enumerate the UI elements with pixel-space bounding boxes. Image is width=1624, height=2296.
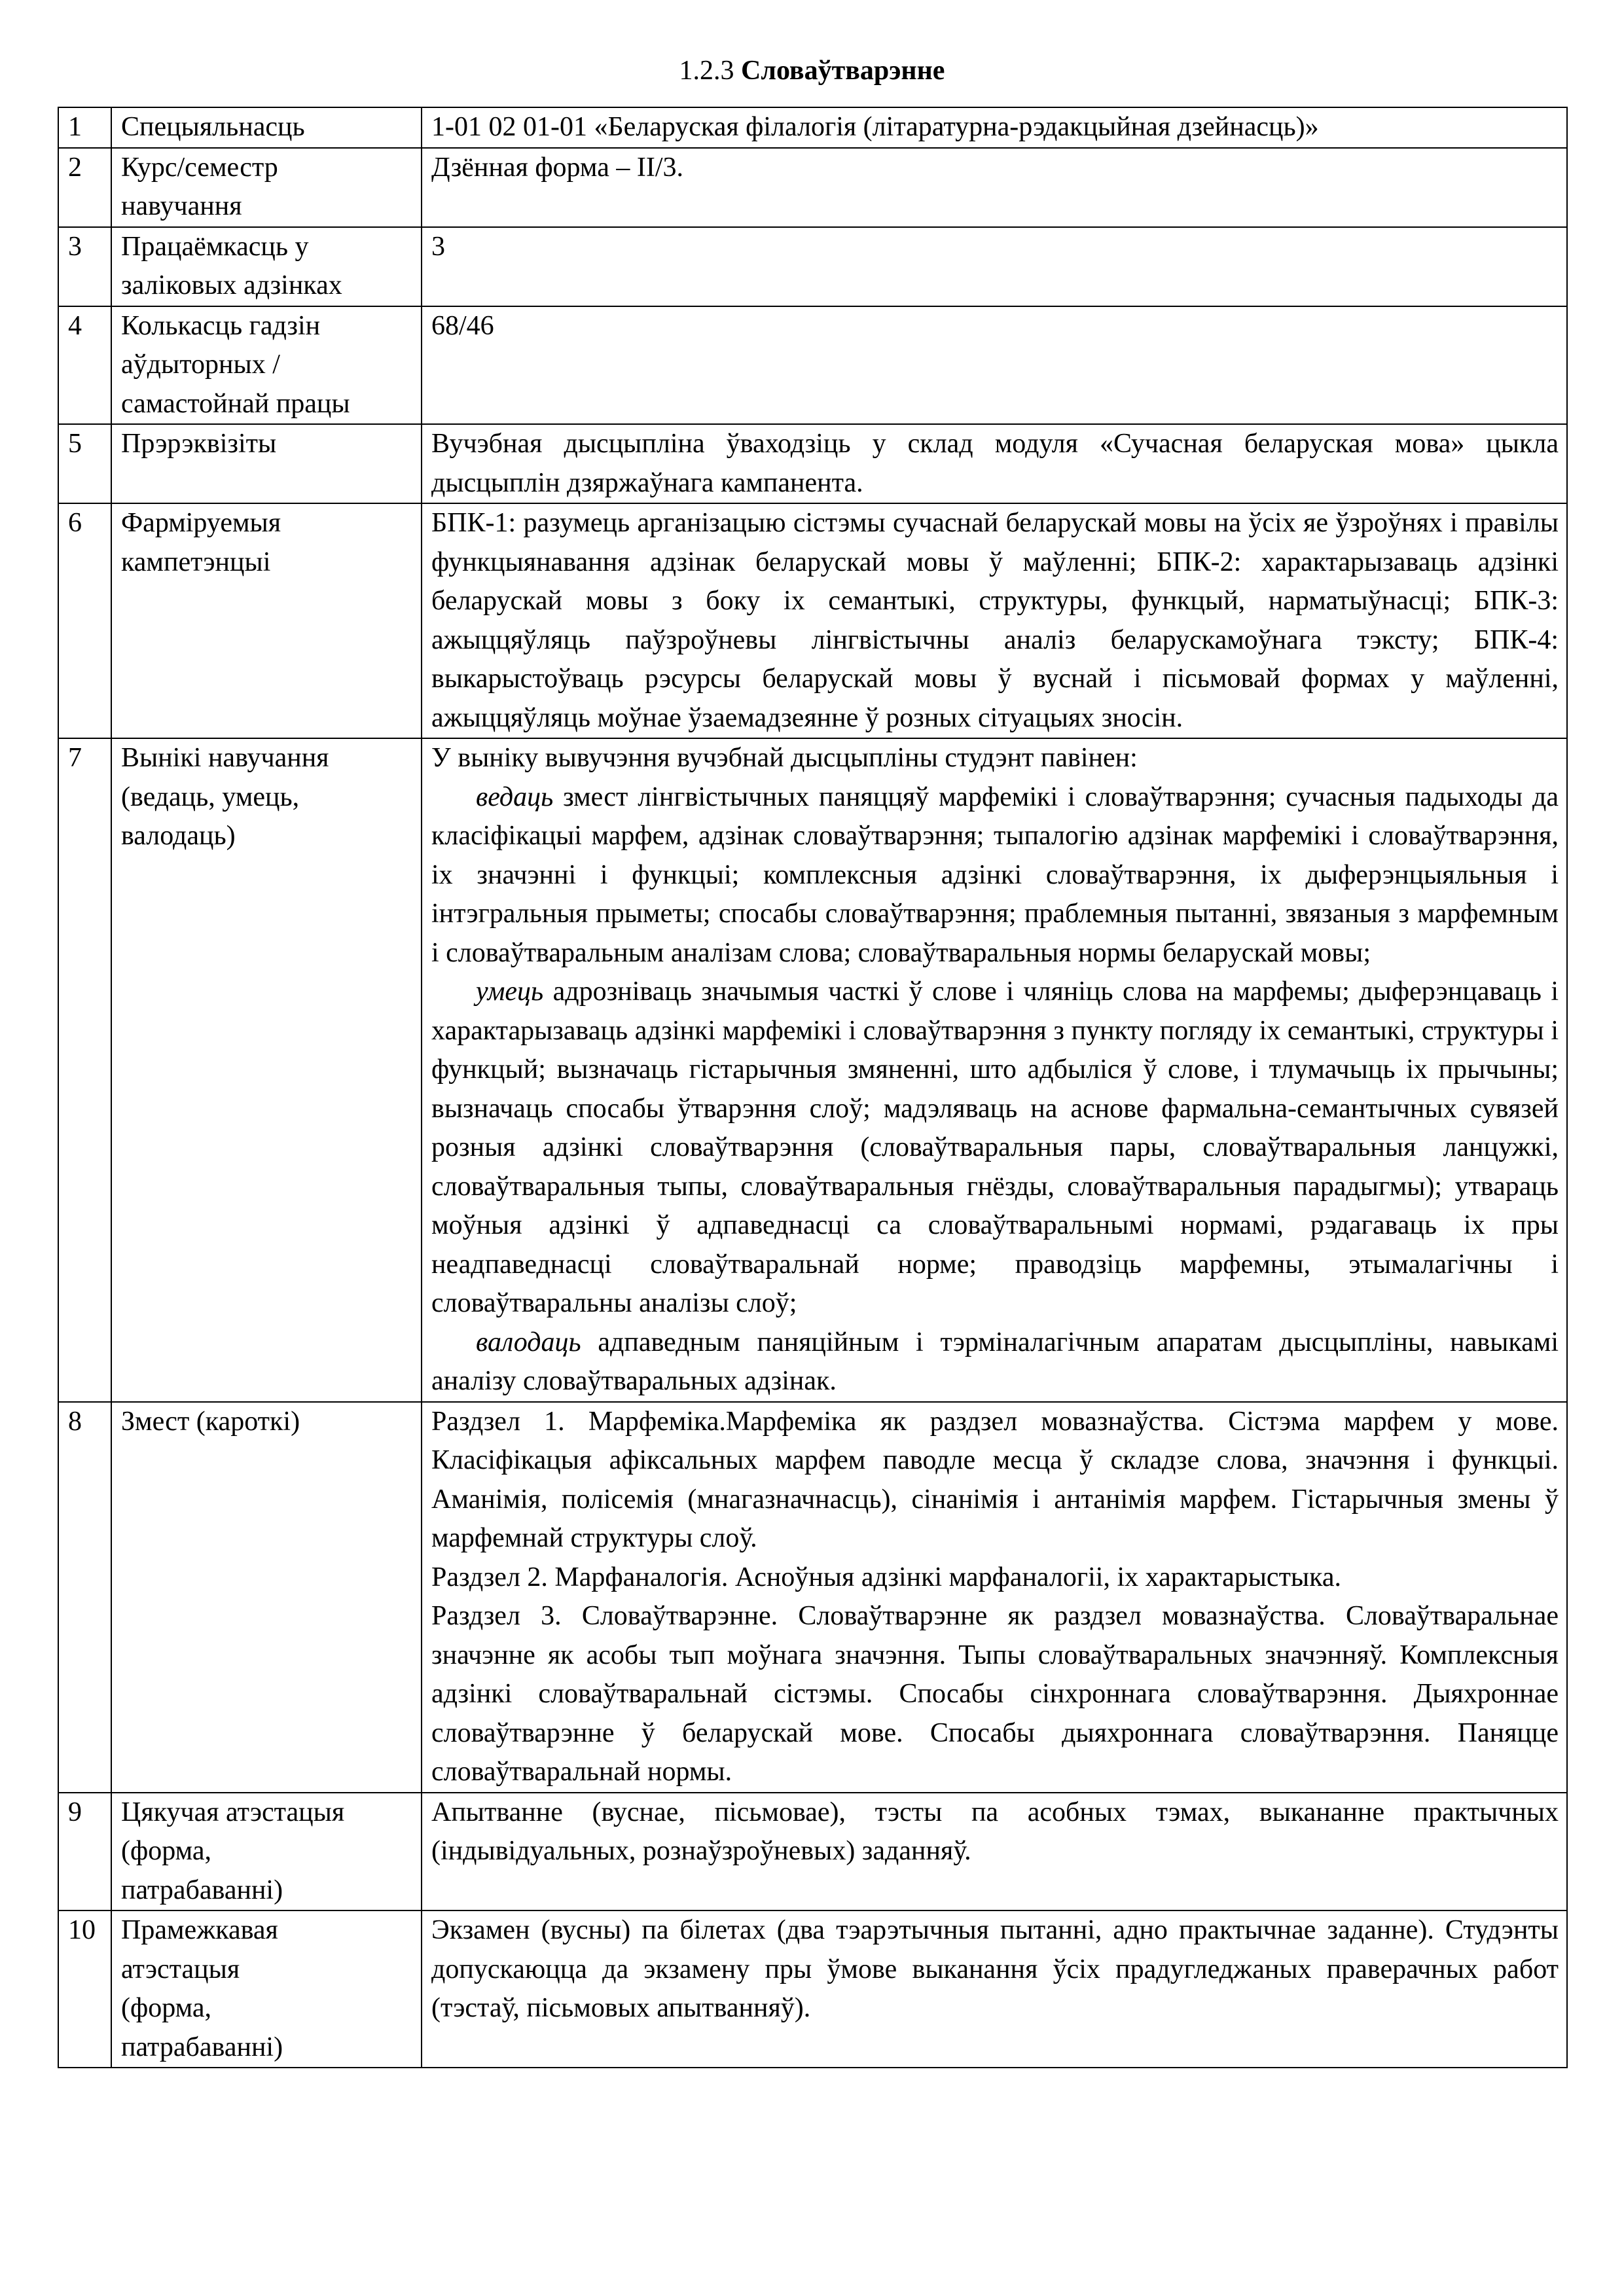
row-label: Цякучая атэстацыя (форма, патрабаванні) (111, 1793, 422, 1911)
row-label: Колькасць гадзін аўдыторных / самастойнай працы (111, 306, 422, 425)
row-label: Вынікі навучання (ведаць, умець, валодаць) (111, 738, 422, 1402)
content-section-3: Раздзел 3. Словаўтварэнне. Словаўтварэнне як раздзел мовазнаўства. Словаўтваральнае значэнне як асобы тып моўнага значэння. Тыпы словаўтваральных значэнняў. Комплексныя адзінкі словаўтваральнай сістэмы. Спосабы сінхроннага словаўтварэння. Дыяхроннае словаўтварэнне ў беларускай мове. Спосабы дыяхроннага словаўтварэння. Паняцце словаўтваральнай нормы. (431, 1601, 1559, 1787)
section-number: 1.2.3 (679, 56, 734, 86)
row-value: 3 (422, 227, 1567, 306)
row-label: Спецыяльнасць (111, 107, 422, 148)
table-row (58, 107, 1567, 148)
outcomes-intro: У выніку вывучэння вучэбнай дысцыпліны студэнт павінен: (431, 743, 1138, 773)
row-number: 6 (58, 503, 111, 738)
row-value: 68/46 (422, 306, 1567, 425)
row-value: БПК-1: разумець арганізацыю сістэмы сучаснай беларускай мовы на ўсіх яе ўзроўнях і правілы функцыянавання адзінак беларускай мовы ў маўленні; БПК-2: характарызаваць адзінкі беларускай мовы з боку іх семантыкі, структуры, функцый, нарматыўнасці; БПК-3: ажыццяўляць паўзроўневы лінгвістычны аналіз беларускамоўнага тэксту; БПК-4: выкарыстоўваць рэсурсы беларускай мовы ў вуснай і пісьмовай формах у маўленні, ажыццяўляць моўнае ўзаемадзеянне ў розных сітуацыях зносін. (422, 503, 1567, 738)
row-label: Працаёмкасць у заліковых адзінках (111, 227, 422, 306)
row-number: 2 (58, 148, 111, 227)
row-number: 1 (58, 107, 111, 148)
row-number: 8 (58, 1402, 111, 1793)
row-value: Экзамен (вусны) па білетах (два тэарэтычныя пытанні, адно практычнае заданне). Студэнты допускаюцца да экзамену пры ўмове выканання ўсіх прадугледжаных праверачных работ (тэстаў, пісьмовых апытванняў). (422, 1910, 1567, 2068)
table-row (58, 503, 1567, 738)
row-label: Курс/семестр навучання (111, 148, 422, 227)
table-row (58, 1402, 1567, 1793)
row-value: Дзённая форма – II/3. (422, 148, 1567, 227)
row-number: 9 (58, 1793, 111, 1911)
row-value (422, 738, 1567, 1402)
row-value: Апытванне (вуснае, пісьмовае), тэсты па асобных тэмах, выкананне практычных (індывідуальных, рознаўзроўневых) заданняў. (422, 1793, 1567, 1911)
table-row (58, 1793, 1567, 1911)
table-row (58, 424, 1567, 503)
row-label: Змест (кароткі) (111, 1402, 422, 1793)
table-row (58, 738, 1567, 1402)
outcome-own: валодаць адпаведным паняційным і тэрміналагічным апаратам дысцыпліны, навыкамі аналізу словаўтваральных адзінак. (431, 1327, 1559, 1396)
table-row (58, 306, 1567, 425)
table-row (58, 227, 1567, 306)
row-number: 3 (58, 227, 111, 306)
row-label: Прэрэквізіты (111, 424, 422, 503)
table-row (58, 148, 1567, 227)
outcome-can: умець адрозніваць значымыя часткі ў слове і чляніць слова на марфемы; дыферэнцаваць і характарызаваць адзінкі марфемікі і словаўтварэння з пункту погляду іх семантыкі, структуры і функцый; вызначаць гістарычныя змяненні, што адбыліся ў слове, і тлумачыць іх прычыны; вызначаць спосабы ўтварэння слоў; мадэляваць на аснове фармальна-семантычных сувязей розныя адзінкі словаўтварэння (словаўтваральныя пары, словаўтваральныя ланцужкі, словаўтваральныя тыпы, словаўтваральныя гнёзды, словаўтваральныя парадыгмы); утвараць моўныя адзінкі ў адпаведнасці са словаўтваральнымі нормамі, рэдагаваць іх пры неадпаведнасці словаўтваральнай норме; праводзіць марфемны, этымалагічны і словаўтваральны аналізы слоў; (431, 977, 1559, 1318)
section-title: Словаўтварэнне (741, 56, 945, 86)
section-heading (0, 51, 1624, 90)
row-value: Вучэбная дысцыпліна ўваходзіць у склад модуля «Сучасная беларуская мова» цыкла дысцыплін дзяржаўнага кампанента. (422, 424, 1567, 503)
row-value (422, 1402, 1567, 1793)
row-label: Фарміруемыя кампетэнцыі (111, 503, 422, 738)
row-number: 4 (58, 306, 111, 425)
outcome-know: ведаць змест лінгвістычных паняццяў марфемікі і словаўтварэння; сучасныя падыходы да класіфікацыі марфем, адзінак словаўтварэння; тыпалогію адзінак марфемікі і словаўтварэння, іх значэнні і функцыі; комплексныя адзінкі словаўтварэння, іх дыферэнцыяльныя і інтэгральныя прыметы; спосабы словаўтварэння; праблемныя пытанні, звязаныя з марфемным і словаўтваральным аналізам слова; словаўтваральныя нормы беларускай мовы; (431, 781, 1559, 968)
row-number: 5 (58, 424, 111, 503)
row-number: 10 (58, 1910, 111, 2068)
table-row (58, 1910, 1567, 2068)
row-label: Прамежкавая атэстацыя (форма, патрабаванні) (111, 1910, 422, 2068)
content-section-2: Раздзел 2. Марфаналогія. Асноўныя адзінкі марфаналогіі, іх характарыстыка. (431, 1562, 1342, 1592)
row-value: 1-01 02 01-01 «Беларуская філалогія (літаратурна-рэдакцыйная дзейнасць)» (422, 107, 1567, 148)
content-section-1: Раздзел 1. Марфеміка.Марфеміка як раздзел мовазнаўства. Сістэма марфем у мове. Класіфікацыя афіксальных марфем паводле месца ў складзе слова, значэння і функцыі. Аманімія, полісемія (мнагазначнасць), сінанімія і антанімія марфем. Гістарычныя змены ў марфемнай структуры слоў. (431, 1406, 1559, 1553)
row-number: 7 (58, 738, 111, 1402)
course-card-table (58, 107, 1568, 2068)
